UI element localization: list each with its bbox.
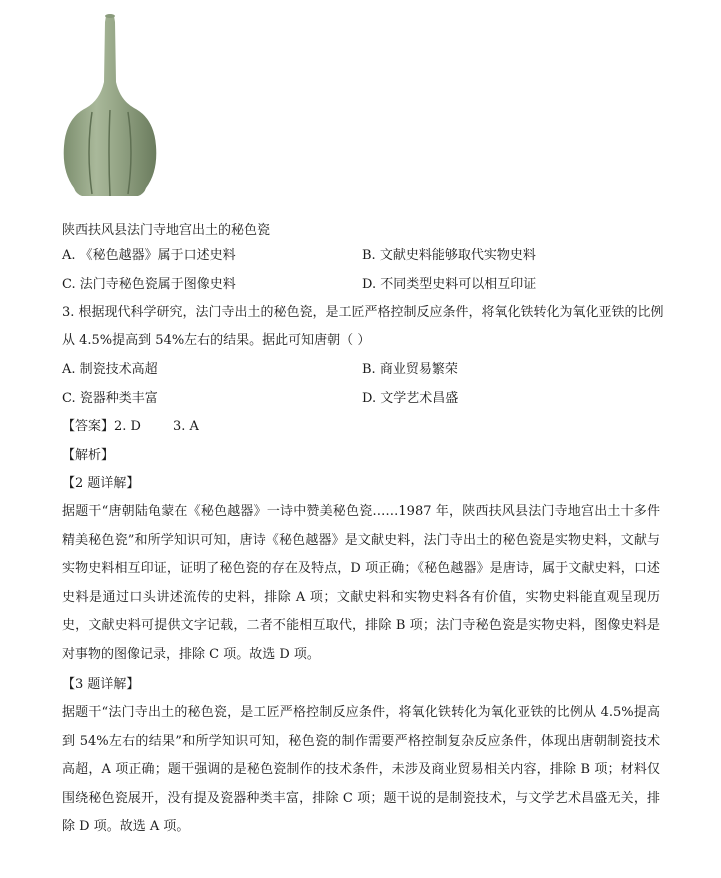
answer-line: [62, 417, 199, 437]
secret-color-porcelain-vase-image: [62, 12, 158, 198]
analysis-label: 【解析】: [62, 448, 115, 463]
answer-second: 3. A: [172, 419, 199, 434]
q3-option-a: A. 制瓷技术高超: [62, 362, 158, 377]
q3-option-d: D. 文学艺术昌盛: [362, 391, 459, 406]
detail3-label: 【3 题详解】: [62, 677, 140, 692]
answer-label: 【答案】2. D: [62, 419, 141, 434]
q2-option-a: A. 《秘色越器》属于口述史料: [62, 248, 236, 263]
q3-stem-line1: 3. 根据现代科学研究，法门寺出土的秘色瓷，是工匠严格控制反应条件，将氧化铁转化为氧化亚铁的比例: [62, 305, 664, 320]
detail2-label: 【2 题详解】: [62, 476, 140, 491]
q3-stem-line2: 从 4.5%提高到 54%左右的结果。据此可知唐朝（ ）: [62, 333, 371, 348]
q3-option-b: B. 商业贸易繁荣: [362, 362, 458, 377]
q2-option-b: B. 文献史料能够取代实物史料: [362, 248, 536, 263]
detail3-text: 据题干“法门寺出土的秘色瓷，是工匠严格控制反应条件，将氧化铁转化为氧化亚铁的比例从 4.5%提高到 54%左右的结果”和所学知识可知，秘色瓷的制作需要严格控制复杂反应条件，体现出唐朝制瓷技术高超，A 项正确；题干强调的是秘色瓷制作的技术条件，未涉及商业贸易相关内容，排除 B 项；材料仅围绕秘色瓷展开，没有提及瓷器种类丰富，排除 C 项；题干说的是制瓷技术，与文学艺术昌盛无关，排除 D 项。故选 A 项。: [62, 705, 660, 835]
q2-option-d: D. 不同类型史料可以相互印证: [362, 277, 537, 292]
detail2-text: 据题干“唐朝陆龟蒙在《秘色越器》一诗中赞美秘色瓷……1987 年，陕西扶风县法门寺地宫出土十多件精美秘色瓷”和所学知识可知，唐诗《秘色越器》是文献史料，法门寺出土的秘色瓷是实物史料，文献与实物史料相互印证，证明了秘色瓷的存在及特点，D 项正确；《秘色越器》是唐诗，属于文献史料，口述史料是通过口头讲述流传的史料，排除 A 项；文献史料和实物史料各有价值，实物史料能直观呈现历史，文献史料可提供文字记载，二者不能相互取代，排除 B 项；法门寺秘色瓷是实物史料，图像史料是对事物的图像记录，排除 C 项。故选 D 项。: [62, 504, 660, 662]
image-caption: 陕西扶风县法门寺地宫出土的秘色瓷: [62, 223, 271, 238]
q2-option-c: C. 法门寺秘色瓷属于图像史料: [62, 277, 236, 292]
q3-option-c: C. 瓷器种类丰富: [62, 391, 158, 406]
